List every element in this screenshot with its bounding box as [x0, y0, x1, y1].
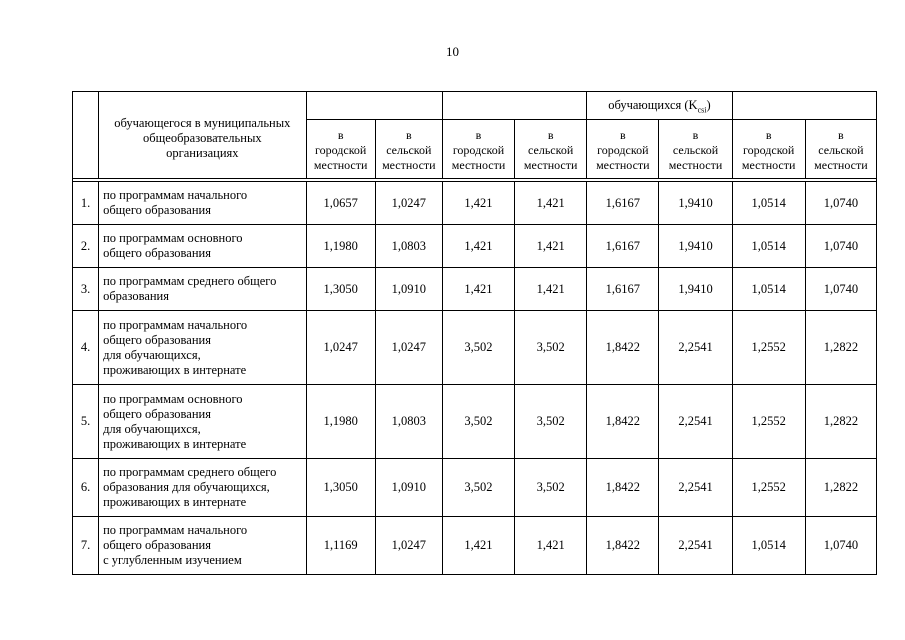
row-number: 7. — [73, 517, 99, 575]
row-value-col-5: 1,8422 — [587, 459, 659, 517]
row-value-col-6: 1,9410 — [659, 225, 732, 268]
coefficients-table — [72, 91, 877, 575]
row-description: по программам среднего общего образования — [99, 268, 307, 311]
header-subcol-4: в сельской местности — [515, 120, 587, 179]
row-value-col-3: 1,421 — [442, 182, 514, 225]
header-group-1 — [306, 92, 442, 120]
header-desc-cell: обучающегося в муниципальных общеобразовательных организациях — [99, 92, 307, 179]
row-value-col-2: 1,0803 — [375, 225, 442, 268]
row-value-col-5: 1,6167 — [587, 268, 659, 311]
header-subcol-7: в городской местности — [732, 120, 805, 179]
row-description: по программам начального общего образования с углубленным изучением — [99, 517, 307, 575]
row-value-col-8: 1,0740 — [805, 517, 876, 575]
row-value-col-7: 1,2552 — [732, 311, 805, 385]
row-description: по программам среднего общего образования для обучающихся, проживающих в интернате — [99, 459, 307, 517]
page-number: 10 — [446, 44, 459, 59]
row-value-col-7: 1,2552 — [732, 385, 805, 459]
row-value-col-4: 1,421 — [515, 182, 587, 225]
row-value-col-3: 3,502 — [442, 311, 514, 385]
row-value-col-1: 1,1980 — [306, 385, 375, 459]
row-value-col-7: 1,0514 — [732, 517, 805, 575]
row-value-col-5: 1,6167 — [587, 182, 659, 225]
header-subcol-1: в городской местности — [306, 120, 375, 179]
table-row — [73, 268, 877, 311]
row-value-col-5: 1,8422 — [587, 385, 659, 459]
header-subcol-5: в городской местности — [587, 120, 659, 179]
row-value-col-8: 1,2822 — [805, 385, 876, 459]
row-value-col-8: 1,2822 — [805, 311, 876, 385]
table-row — [73, 459, 877, 517]
row-value-col-6: 1,9410 — [659, 182, 732, 225]
header-group-blank — [442, 92, 586, 120]
row-number: 4. — [73, 311, 99, 385]
table-row — [73, 225, 877, 268]
row-value-col-1: 1,3050 — [306, 459, 375, 517]
table-row — [73, 311, 877, 385]
row-value-col-1: 1,0247 — [306, 311, 375, 385]
row-value-col-4: 1,421 — [515, 517, 587, 575]
row-value-col-3: 1,421 — [442, 268, 514, 311]
row-value-col-5: 1,8422 — [587, 311, 659, 385]
header-subcol-8: в сельской местности — [805, 120, 876, 179]
row-value-col-5: 1,8422 — [587, 517, 659, 575]
row-number: 5. — [73, 385, 99, 459]
row-value-col-3: 3,502 — [442, 459, 514, 517]
row-value-col-2: 1,0247 — [375, 311, 442, 385]
row-value-col-4: 1,421 — [515, 268, 587, 311]
row-description: по программам начального общего образования для обучающихся, проживающих в интернате — [99, 311, 307, 385]
row-value-col-2: 1,0910 — [375, 268, 442, 311]
row-value-col-8: 1,0740 — [805, 182, 876, 225]
row-value-col-8: 1,2822 — [805, 459, 876, 517]
row-value-col-4: 1,421 — [515, 225, 587, 268]
row-value-col-1: 1,3050 — [306, 268, 375, 311]
row-value-col-4: 3,502 — [515, 459, 587, 517]
row-number: 3. — [73, 268, 99, 311]
table-row — [73, 385, 877, 459]
row-value-col-4: 3,502 — [515, 311, 587, 385]
row-value-col-7: 1,2552 — [732, 459, 805, 517]
row-value-col-6: 1,9410 — [659, 268, 732, 311]
header-subcol-6: в сельской местности — [659, 120, 732, 179]
row-value-col-6: 2,2541 — [659, 385, 732, 459]
row-value-col-3: 1,421 — [442, 225, 514, 268]
row-value-col-2: 1,0910 — [375, 459, 442, 517]
table-row — [73, 182, 877, 225]
row-number: 2. — [73, 225, 99, 268]
row-value-col-2: 1,0247 — [375, 182, 442, 225]
row-value-col-3: 3,502 — [442, 385, 514, 459]
row-description: по программам основного общего образования — [99, 225, 307, 268]
row-description: по программам основного общего образования для обучающихся, проживающих в интернате — [99, 385, 307, 459]
row-value-col-2: 1,0247 — [375, 517, 442, 575]
table-row — [73, 517, 877, 575]
row-value-col-1: 1,1980 — [306, 225, 375, 268]
header-subcol-2: в сельской местности — [375, 120, 442, 179]
header-row-groups — [73, 92, 877, 120]
row-number: 6. — [73, 459, 99, 517]
row-value-col-2: 1,0803 — [375, 385, 442, 459]
row-value-col-1: 1,0657 — [306, 182, 375, 225]
row-description: по программам начального общего образования — [99, 182, 307, 225]
row-number: 1. — [73, 182, 99, 225]
row-value-col-7: 1,0514 — [732, 225, 805, 268]
row-value-col-3: 1,421 — [442, 517, 514, 575]
row-value-col-5: 1,6167 — [587, 225, 659, 268]
row-value-col-1: 1,1169 — [306, 517, 375, 575]
header-group-3 — [732, 92, 876, 120]
row-value-col-6: 2,2541 — [659, 459, 732, 517]
row-value-col-4: 3,502 — [515, 385, 587, 459]
row-value-col-8: 1,0740 — [805, 225, 876, 268]
header-num-cell — [73, 92, 99, 179]
row-value-col-8: 1,0740 — [805, 268, 876, 311]
row-value-col-7: 1,0514 — [732, 182, 805, 225]
row-value-col-7: 1,0514 — [732, 268, 805, 311]
header-group-2: обучающихся $(K_{csi})$ — [587, 92, 732, 120]
row-value-col-6: 2,2541 — [659, 517, 732, 575]
row-value-col-6: 2,2541 — [659, 311, 732, 385]
header-subcol-3: в городской местности — [442, 120, 514, 179]
